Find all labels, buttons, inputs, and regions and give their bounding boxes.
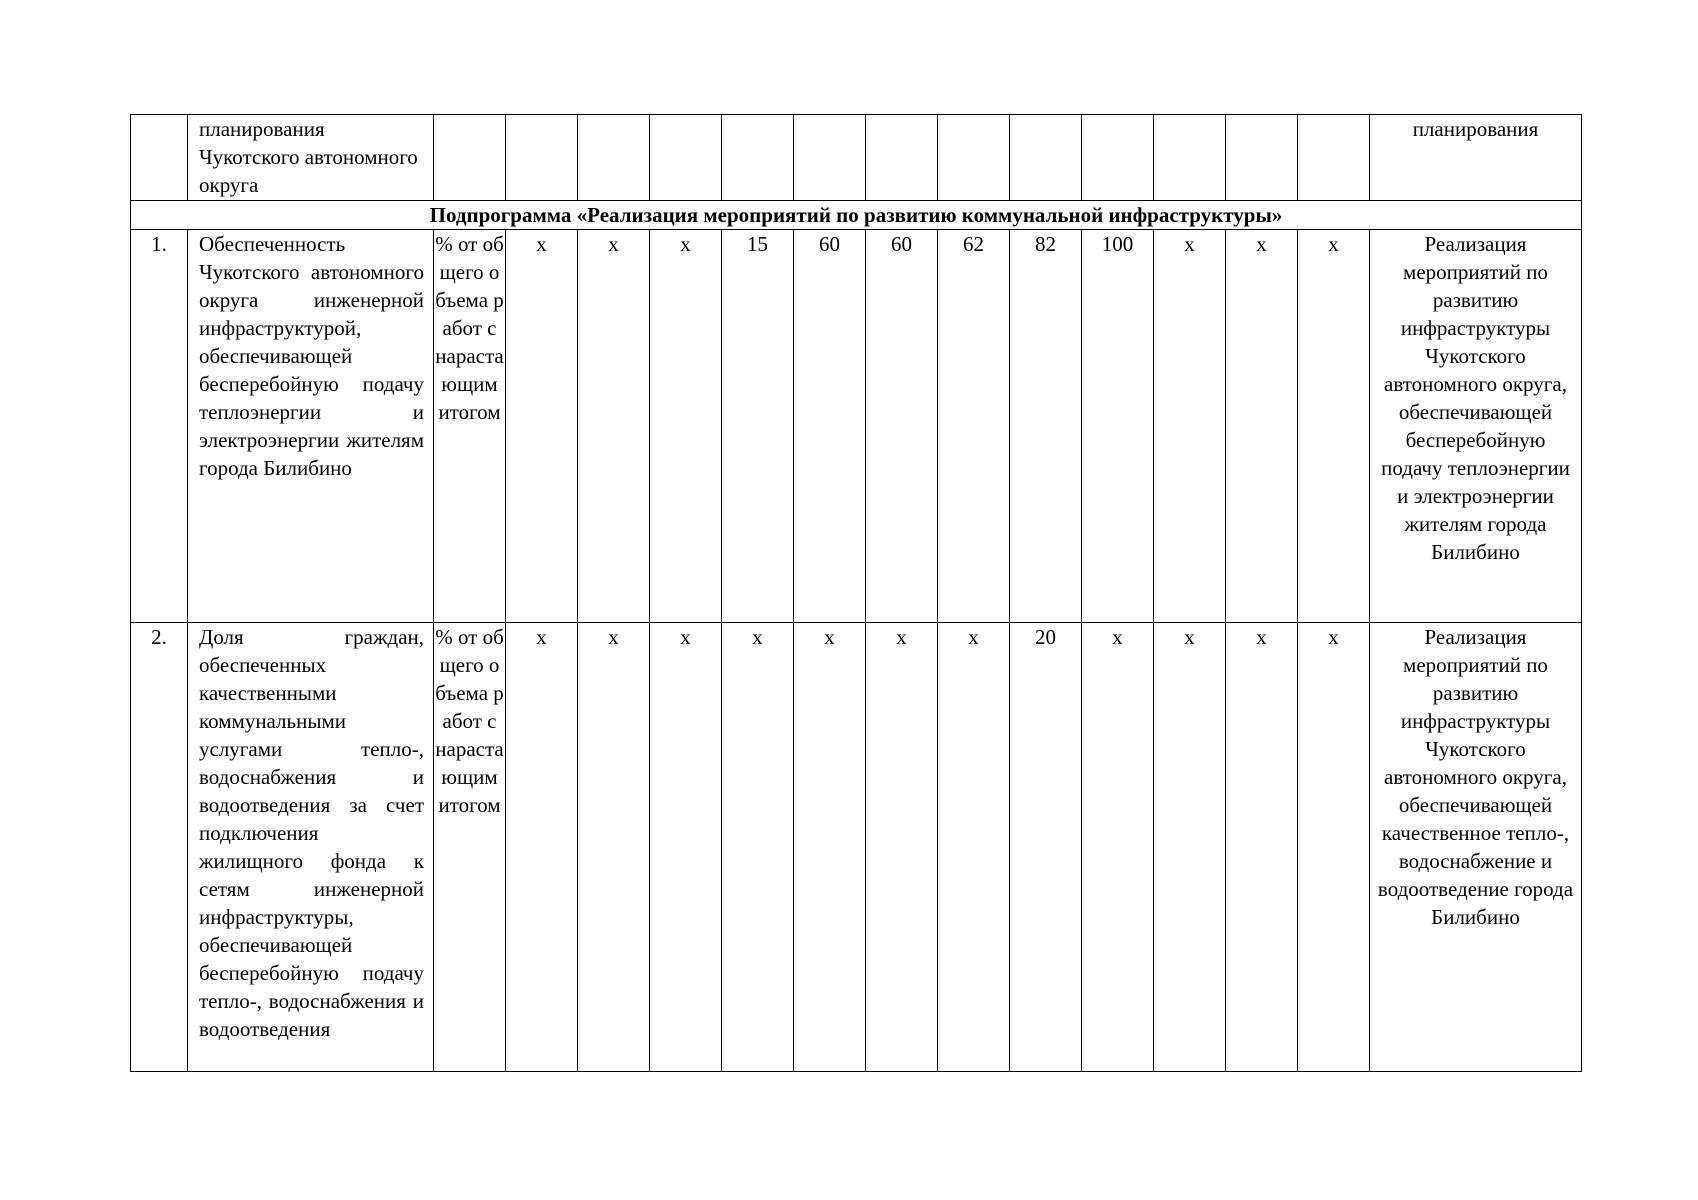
subprogram-title: Подпрограмма «Реализация мероприятий по развитию коммунальной инфраструктуры»	[131, 201, 1582, 230]
unit-cell: % от общего объема работ с нарастающим итогом	[434, 230, 506, 623]
row-number-cell: 1.	[131, 230, 188, 623]
row-number-cell: 2.	[131, 623, 188, 1072]
unit-cell: % от общего объема работ с нарастающим итогом	[434, 623, 506, 1072]
value-cell	[794, 115, 866, 201]
value-cell: х	[1226, 623, 1298, 1072]
value-cell	[1298, 115, 1370, 201]
value-cell: х	[794, 623, 866, 1072]
result-cell: Реализация мероприятий по развитию инфраструктуры Чукотского автономного округа, обеспечивающей бесперебойную подачу теплоэнергии и электроэнергии жителям города Билибино	[1370, 230, 1582, 623]
value-cell: 100	[1082, 230, 1154, 623]
value-cell	[1010, 115, 1082, 201]
value-cell: 82	[1010, 230, 1082, 623]
value-cell: х	[650, 230, 722, 623]
table-row	[131, 623, 1582, 1072]
continuation-row	[131, 115, 1582, 201]
value-cell	[578, 115, 650, 201]
indicator-cell: Доля граждан, обеспеченных качественными коммунальными услугами тепло-, водоснабжения и водоотведения за счет подключения жилищного фонда к сетям инженерной инфраструктуры, обеспечивающей бесперебойную подачу тепло-, водоснабжения и водоотведения	[188, 623, 434, 1072]
value-cell	[866, 115, 938, 201]
indicator-cell: планирования Чукотского автономного округа	[188, 115, 434, 201]
value-cell: 20	[1010, 623, 1082, 1072]
value-cell: 15	[722, 230, 794, 623]
value-cell	[650, 115, 722, 201]
value-cell: х	[866, 623, 938, 1072]
unit-cell	[434, 115, 506, 201]
value-cell: х	[1298, 230, 1370, 623]
value-cell: х	[1298, 623, 1370, 1072]
value-cell: х	[1154, 623, 1226, 1072]
indicator-cell: Обеспеченность Чукотского автономного округа инженерной инфраструктурой, обеспечивающей бесперебойную подачу теплоэнергии и электроэнергии жителям города Билибино	[188, 230, 434, 623]
value-cell: х	[506, 623, 578, 1072]
subprogram-row	[131, 201, 1582, 230]
value-cell	[1226, 115, 1298, 201]
value-cell	[938, 115, 1010, 201]
value-cell: х	[1082, 623, 1154, 1072]
value-cell: х	[938, 623, 1010, 1072]
value-cell	[506, 115, 578, 201]
result-cell: планирования	[1370, 115, 1582, 201]
row-number-cell	[131, 115, 188, 201]
value-cell	[1082, 115, 1154, 201]
value-cell: х	[506, 230, 578, 623]
value-cell	[1154, 115, 1226, 201]
value-cell: х	[650, 623, 722, 1072]
indicators-table	[130, 114, 1582, 1072]
value-cell	[722, 115, 794, 201]
value-cell: 62	[938, 230, 1010, 623]
value-cell: х	[1226, 230, 1298, 623]
value-cell: х	[1154, 230, 1226, 623]
value-cell: 60	[794, 230, 866, 623]
result-cell: Реализация мероприятий по развитию инфраструктуры Чукотского автономного округа, обеспечивающей качественное тепло-, водоснабжение и водоотведение города Билибино	[1370, 623, 1582, 1072]
value-cell: 60	[866, 230, 938, 623]
value-cell: х	[578, 230, 650, 623]
value-cell: х	[722, 623, 794, 1072]
table-row	[131, 230, 1582, 623]
value-cell: х	[578, 623, 650, 1072]
